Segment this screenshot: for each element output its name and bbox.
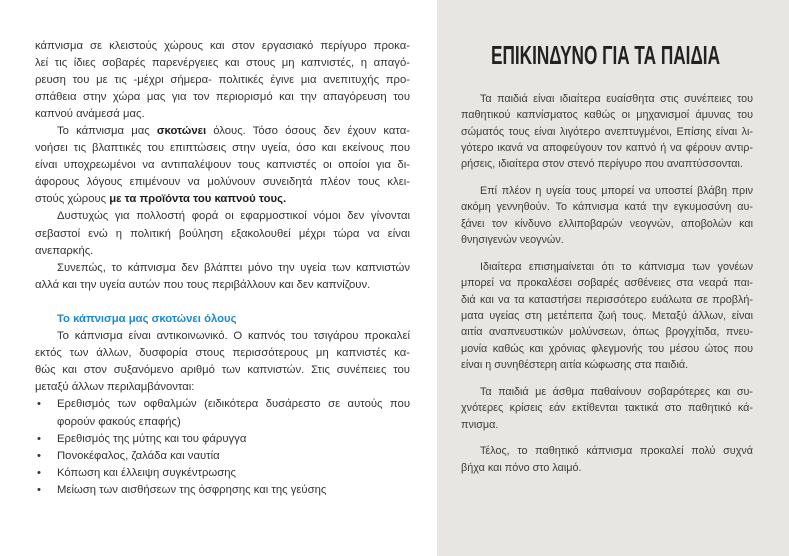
panel-paragraph [461,384,753,433]
section-subheading: Το κάπνισμα μας σκοτώνει όλους [57,313,237,325]
text-line [35,191,410,208]
text-line: ξάνει τον κίνδυνο ελλιποβαρών νεογνών, αποβολών και [461,217,753,230]
text-line: είναι η συνηθέστερη αιτία κώφωσης στα παιδιά. [461,359,689,372]
emphasized-text: με τα προϊόντα του καπνού τους. [109,193,287,206]
text-line: πνισμα. [461,418,499,431]
section-text [35,328,410,396]
list-item [35,431,410,448]
bullet-icon [37,482,41,499]
panel-heading: ΕΠΙΚΙΝΔΥΝΟ ΓΙΑ ΤΑ ΠΑΙΔΙΑ [491,40,721,70]
text-line: καπνού ανάμεσά μας. [35,107,145,120]
text-line: μπορεί να προκαλέσει σοβαρές ασθένειες στα νεαρά παι- [461,277,753,290]
emphasized-text: σκοτώνει [156,124,207,137]
text-line: Συνεπώς, το κάπνισμα δεν βλάπτει μόνο την υγεία των καπνιστών [57,261,410,274]
left-column [35,38,410,500]
text-line: φορούν φακούς επαφής) [57,415,181,428]
text-line: είναι υποχρεωμένοι να αντιπαλέψουν τους καπνιστές οι οποίοι για δι- [35,159,410,172]
text-line: Κόπωση και έλλειψη συγκέντρωσης [57,466,236,479]
bullet-icon [37,431,41,448]
bullet-icon [37,465,41,482]
list-item-text [57,448,410,465]
text-segment: Το κάπνισμα μας [57,124,157,137]
body-paragraph [35,123,410,208]
antisocial-section [35,311,410,499]
text-line: ρευση του με τις -μέχρι σήμερα- πολιτικές έγινε μια ανεπιτυχής προ- [35,73,410,86]
list-item [35,448,410,465]
text-line: σώματός τους είναι λιγότερο ανεπτυγμένοι, Επίσης είναι λι- [461,125,753,138]
text-line: σεβαστοί ενώ η πολιτική βούληση εξακολουθεί μέχρι τώρα να είναι [35,227,410,240]
body-paragraph [35,38,410,123]
text-line: γότερο ικανά να αποφεύγουν τον καπνό ή να φέρουν αντιρ- [461,142,753,155]
text-line: αλλά και την υγεία αυτών που τους περιβάλλουν και δεν καπνίζουν. [35,278,371,291]
text-line: Τα παιδιά είναι ιδιαίτερα ευαίσθητα στις συνέπειες του [480,92,753,105]
text-segment: όλους. Τόσο όσους δεν έχουν κατα- [206,124,410,137]
panel-text [461,91,753,476]
text-line: Επί πλέον η υγεία τους μπορεί να υποστεί βλάβη πριν [480,185,753,198]
text-line: λεί τις ίδιες σοβαρές παρενέργειες και στους μη καπνιστές, η απαγό- [35,56,410,69]
text-line: αιτία αναπνευστικών μολύνσεων, όπως βρογχίτιδα, πνευ- [461,326,753,339]
panel-heading-graphic [489,38,725,70]
text-line: βήχα και πόνο στο λαιμό. [461,461,582,474]
text-line: Τα παιδιά με άσθμα παθαίνουν σοβαρότερες και συ- [480,385,753,398]
body-paragraph [35,328,410,396]
body-paragraph [35,260,410,294]
text-line: ματα υγείας στη μετέπειτα ζωή τους. Μεταξύ άλλων, είναι [461,310,753,323]
text-line: διά και να τα καταστήσει περισσότερο ευάλωτα σε προβλή- [461,293,753,306]
bullet-icon [37,396,41,413]
list-item [35,396,410,430]
text-line: Το κάπνισμα είναι αντικοινωνικό. Ο καπνός του τσιγάρου προκαλεί [57,330,410,343]
text-line: ρήσεις, ιδιαίτερα στον στενό περίγυρο που αναπτύσσονται. [461,158,743,171]
text-segment: στούς χώρους [35,193,110,206]
text-line: μεταξύ άλλων περιλαμβάνονται: [35,381,195,394]
effects-list [35,396,410,499]
text-line: θνησιγενών νεογνών. [461,234,564,247]
text-line: χνότερες κρίσεις εάν εκτίθενται τακτικά στο παθητικό κά- [461,402,753,415]
list-item [35,465,410,482]
panel-paragraph [461,259,753,374]
list-item-text [57,482,410,499]
panel-paragraph [461,91,753,173]
text-line: μονία καθώς και χρόνιας φλεγμονής του μέσου ώτος που [461,342,753,355]
text-line: ακόμη γεννηθούν. Το κάπνισμα κατά την εγκυμοσύνη αυ- [461,201,753,214]
text-line: Ερεθισμός των οφθαλμών (ειδικότερα δυσάρεστο σε αυτούς που [57,398,410,411]
text-line [35,123,410,140]
text-line: άφορους λόγους επιμένουν να μολύνουν συνειδητά πλέον τους κλει- [35,176,410,189]
text-line: Τέλος, το παθητικό κάπνισμα προκαλεί πολύ συχνά [480,445,753,458]
text-line: Δυστυχώς για πολλοστή φορά οι εφαρμοστικοί νόμοι δεν γίνονται [57,210,410,223]
list-item-text [57,465,410,482]
list-item-text [57,396,410,430]
bullet-icon [37,448,41,465]
intro-text [35,38,410,294]
text-line: παθητικού καπνίσματος καθώς οι μηχανισμοί άμυνας του [461,109,753,122]
list-item-text [57,431,410,448]
children-danger-panel [437,0,789,556]
text-line: Μείωση των αισθήσεων της όσφρησης και της γεύσης [57,483,327,496]
text-line: Πονοκέφαλος, ζαλάδα και ναυτία [57,449,220,462]
panel-paragraph [461,443,753,476]
list-item [35,482,410,499]
panel-paragraph [461,183,753,249]
text-line: ανεπαρκής. [35,244,94,257]
text-line: σπάθεια στην χώρα μας για τον περιορισμό και την απαγόρευση του [35,90,410,103]
text-line: Ερεθισμός της μύτης και του φάρυγγα [57,432,247,445]
text-line: εκτός των άλλων, δυσφορία στους περισσότερους μη καπνιστές κα- [35,347,410,360]
text-line: νοήσει τις βλαπτικές του επιπτώσεις στην υγεία, όσο και εκείνους που [35,142,410,155]
text-line: Ιδιαίτερα επισημαίνεται ότι το κάπνισμα των γονέων [480,260,753,273]
text-line: κάπνισμα σε κλειστούς χώρους και στον εργασιακό περίγυρο προκα- [35,39,410,52]
body-paragraph [35,208,410,259]
text-line: θώς και στον συξανόμενο αριθμό των καπνιστών. Στις συνέπειες του [35,364,410,377]
